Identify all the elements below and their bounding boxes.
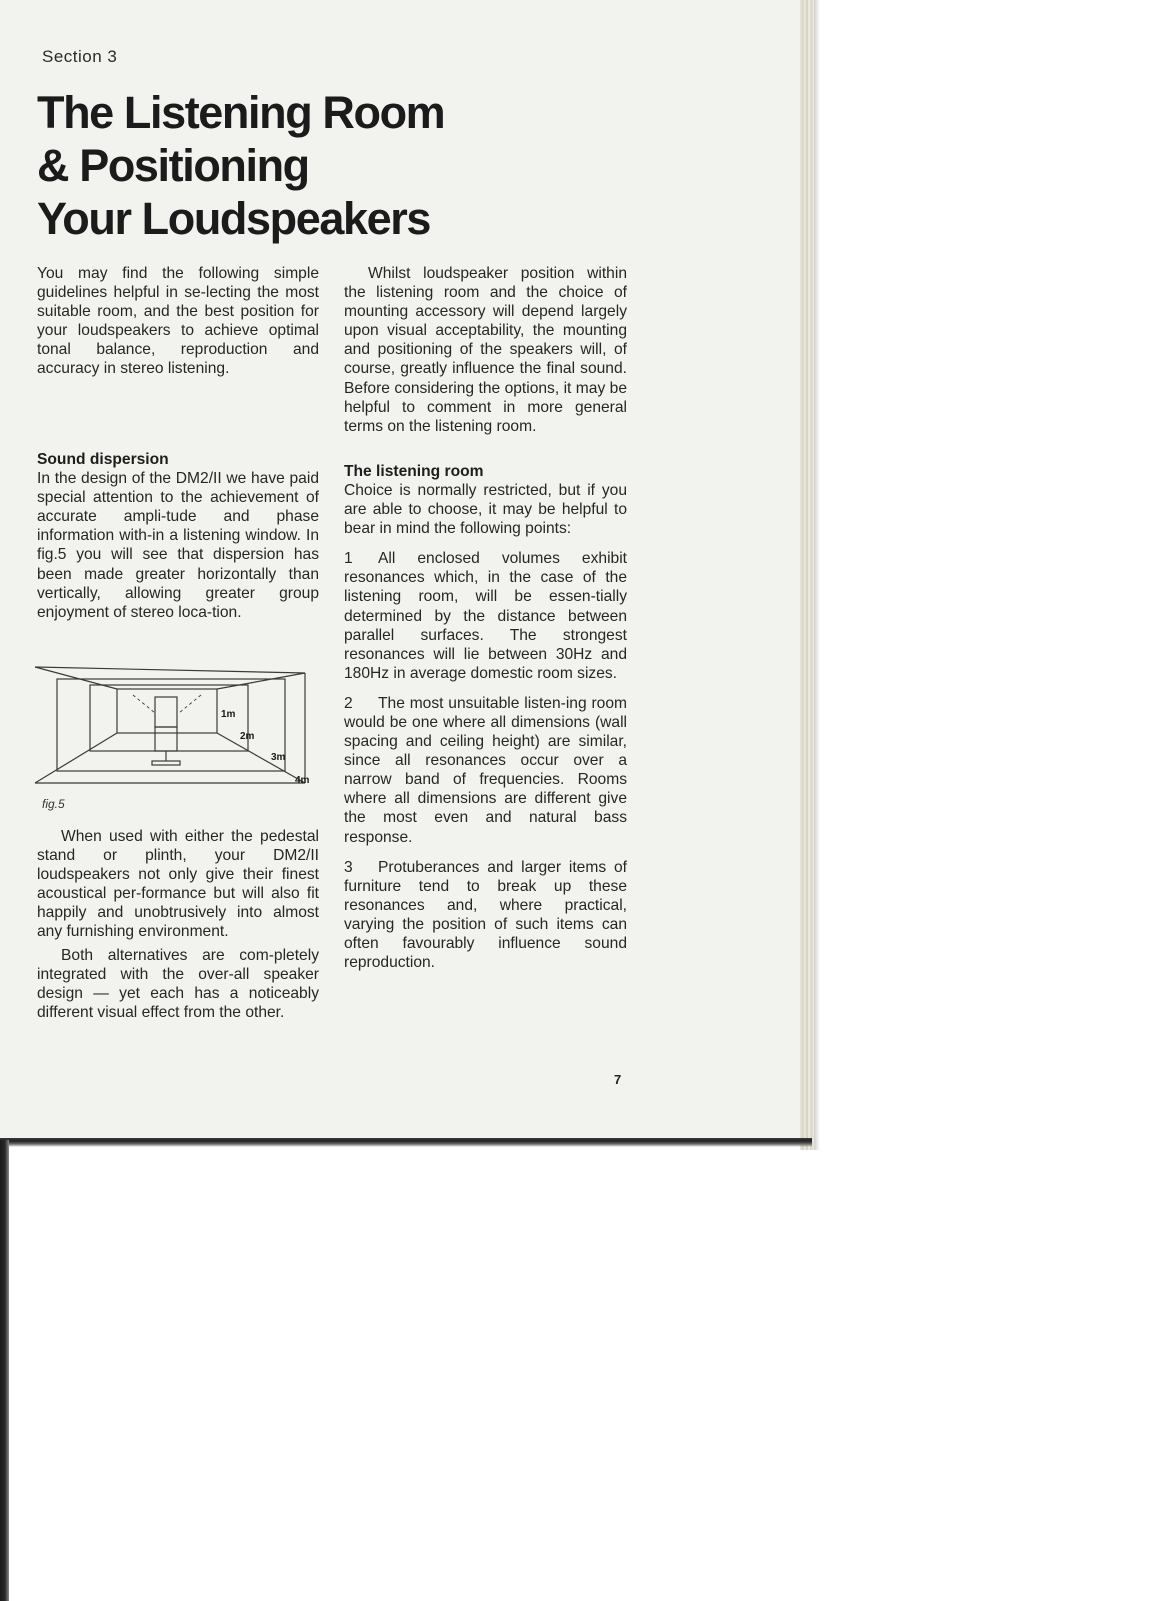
position-paragraph: Whilst loudspeaker position within the listening room and the choice of mounting accessory will depend largely upon visual acceptability, the mounting and positioning of the speakers will, of course, greatly influence the final sound. Before considering the options, it may be helpful to comment in more general terms on the listening room. [344,265,627,435]
mounting-paragraph-2: Both alternatives are com-pletely integrated with the over-all speaker design — yet each has a noticeably different visual effect from the other. [37,946,319,1021]
list-item-text: The most unsuitable listen-ing room would be one where all dimensions (wall spacing and ceiling height) are similar, since all resonances occur over a narrow band of frequencies. Rooms where all dimensions are different give the most even and natural bass response. [344,694,627,846]
listening-room-heading: The listening room [344,462,484,480]
list-item [344,549,627,683]
list-item-text: Protuberances and larger items of furniture tend to break up these resonances and, where practical, varying the position of such items can often favourably influence sound reproduction. [344,858,627,972]
right-column [344,264,627,972]
list-item-text: All enclosed volumes exhibit resonances which, in the case of the listening room, will be essen-tially determined by the distance between parallel surfaces. The strongest resonances will lie between 30Hz and 180Hz in average domestic room sizes. [344,550,627,682]
page-bottom-edge [0,1138,812,1147]
intro-paragraph-block [37,264,319,379]
fig-label-2m: 2m [240,731,255,742]
fig-label-1m: 1m [221,709,236,720]
fig-ceiling-line [35,667,305,673]
title-line-3: Your Loudspeakers [37,193,430,244]
sound-dispersion-section [37,450,319,622]
page-number: 7 [614,1072,622,1087]
sound-dispersion-heading: Sound dispersion [37,451,169,468]
page-title [37,86,597,245]
title-line-1: The Listening Room [37,87,445,138]
fig-speaker-base [152,761,180,765]
fig-speaker-cabinet [155,697,177,727]
fig-room-3m [57,679,285,771]
fig-label-3m: 3m [271,752,286,763]
figure-caption: fig.5 [42,797,65,811]
fig-label-4m: 4m [295,775,310,786]
list-item [344,858,627,973]
fig-speaker-stand [155,727,177,751]
section-label: Section 3 [42,47,118,66]
page-stack-edge [800,0,814,1150]
page-edge-shadow [814,0,820,1150]
list-item-number: 2 [344,694,353,712]
mounting-section [37,827,319,1022]
list-item-number: 3 [344,858,353,876]
list-item-number: 1 [344,550,353,568]
dispersion-figure [33,665,323,790]
listening-room-paragraph: Choice is normally restricted, but if you are able to choose, it may be helpful to bear in mind the following points: [344,481,627,538]
binding-edge [0,1140,9,1601]
intro-paragraph: You may find the following simple guidelines helpful in se-lecting the most suitable room, and the best position for your loudspeakers to achieve optimal tonal balance, reproduction and accuracy in stereo listening. [37,265,319,378]
title-line-2: & Positioning [37,140,309,191]
list-item [344,694,627,847]
mounting-paragraph-1: When used with either the pedestal stand or plinth, your DM2/II loudspeakers not only give their finest acoustical per-formance but will also fit happily and unobtrusively into almost any furnishing environment. [37,828,319,941]
sound-dispersion-paragraph: In the design of the DM2/II we have paid special attention to the achievement of accurate ampli-tude and phase information with-in a listening window. In fig.5 you will see that dispersion has been made greater horizontally than vertically, allowing greater group enjoyment of stereo loca-tion. [37,470,319,621]
